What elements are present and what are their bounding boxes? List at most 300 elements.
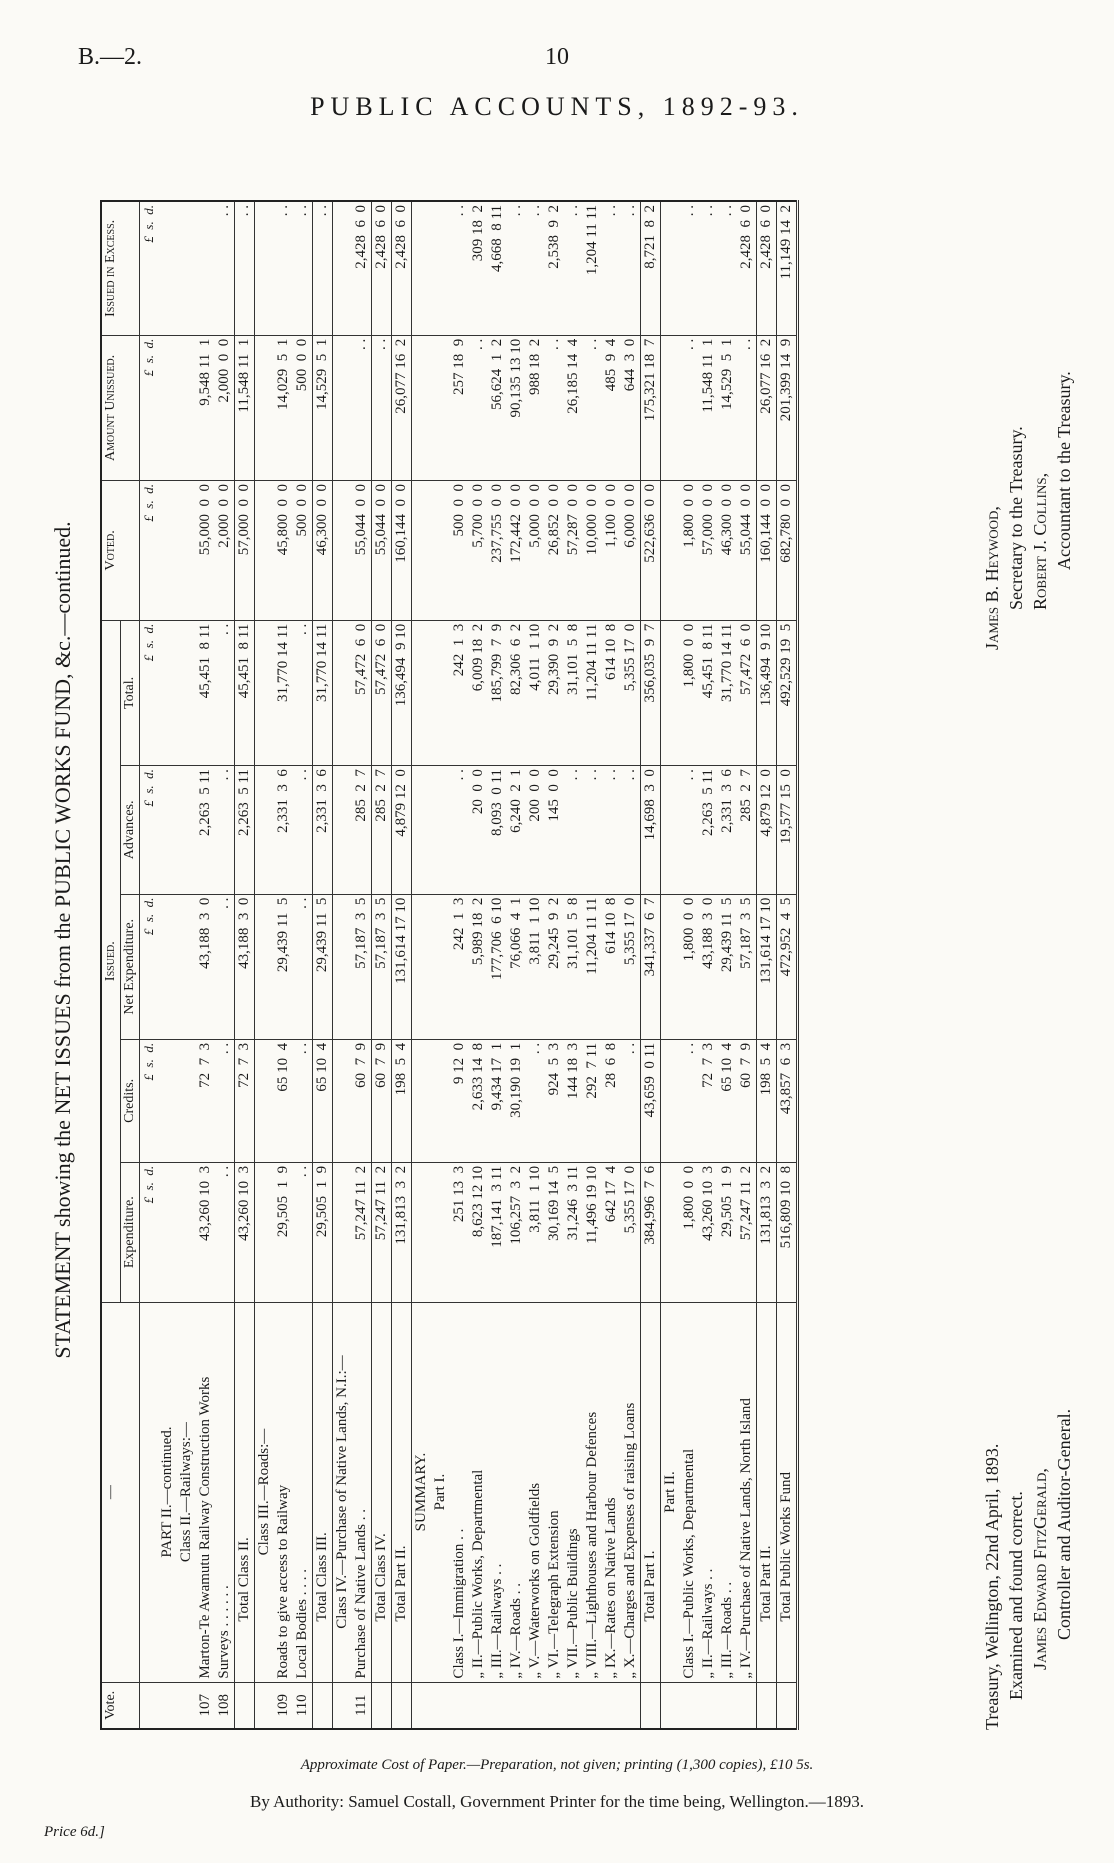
vote-number [757,1682,777,1729]
amount-cr: 60 7 9 [372,1039,392,1162]
amount-cr: 60 7 9 [352,1039,372,1162]
amount-un: 644 3 0 [621,335,641,480]
amount-voted: 57,287 0 0 [564,481,583,621]
amount-exp [255,1162,275,1302]
amount-voted: 46,300 0 0 [718,481,737,621]
amount-net: 5,355 17 0 [621,894,641,1039]
table-row [564,201,583,1729]
col-net-expenditure: Net Expenditure. [121,894,140,1039]
amount-adv: . . [215,766,235,895]
vote-number: 109 [274,1682,293,1729]
amount-voted: 55,044 0 0 [352,481,372,621]
col-voted: Voted. [101,481,140,621]
row-label: „ VIII.—Lighthouses and Harbour Defences [583,1302,602,1682]
amount-tot: 29,390 9 2 [545,620,564,765]
unit-label: £ s. d. [140,1162,159,1302]
amount-cr: 72 7 3 [699,1039,718,1162]
table-row [621,201,641,1729]
unit-label: £ s. d. [140,1039,159,1162]
amount-un [333,335,353,480]
row-label: Class IV.—Purchase of Native Lands, N.I.:— [333,1302,353,1682]
amount-cr: 144 18 3 [564,1039,583,1162]
table-row [488,201,507,1729]
amount-adv: . . [602,766,621,895]
amount-net [431,894,450,1039]
row-label: Total Part II. [757,1302,777,1682]
amount-un: . . [737,335,757,480]
signature-line: Examined and found correct. [1006,1491,1026,1700]
table-row [352,201,372,1729]
amount-adv: 2,331 3 6 [718,766,737,895]
amount-exp: 131,813 3 2 [757,1162,777,1302]
amount-ex: . . [215,201,235,335]
vote-number [158,1682,177,1729]
table-caption: STATEMENT showing the NET ISSUES from the PUBLIC WORKS FUND, &c.—continued. [50,521,75,1359]
amount-voted: 10,000 0 0 [583,481,602,621]
amount-tot: 492,529 19 5 [777,620,798,765]
amount-un: . . [680,335,699,480]
row-label: Class III.—Roads:— [255,1302,275,1682]
amount-tot: 4,011 1 10 [526,620,545,765]
amount-ex: . . [718,201,737,335]
amount-voted: 55,000 0 0 [196,481,215,621]
amount-un: . . [372,335,392,480]
vote-number [777,1682,798,1729]
amount-un: 11,548 11 1 [235,335,255,480]
unit-label: £ s. d. [140,894,159,1039]
col-vote: Vote. [101,1682,140,1729]
amount-tot: 136,494 9 10 [757,620,777,765]
amount-tot: 45,451 8 11 [699,620,718,765]
amount-voted: 237,755 0 0 [488,481,507,621]
amount-exp: 187,141 3 11 [488,1162,507,1302]
row-label: Class I.—Immigration . . [450,1302,469,1682]
amount-net: 3,811 1 10 [526,894,545,1039]
total-row [392,201,412,1729]
vote-number [545,1682,564,1729]
amount-tot: 6,009 18 2 [469,620,488,765]
amount-net [177,894,196,1039]
vote-number [235,1682,255,1729]
amount-ex: 4,668 8 11 [488,201,507,335]
amount-un: 988 18 2 [526,335,545,480]
amount-voted: 46,300 0 0 [313,481,333,621]
amount-cr: 198 5 4 [757,1039,777,1162]
amount-adv: 285 2 7 [372,766,392,895]
table-row [583,201,602,1729]
amount-cr: . . [680,1039,699,1162]
amount-ex [412,201,432,335]
signature-line: Accountant to the Treasury. [1054,371,1074,570]
amount-adv: 2,263 5 11 [699,766,718,895]
amount-un: 14,529 5 1 [313,335,333,480]
amount-cr: 60 7 9 [737,1039,757,1162]
col-description: — [101,1302,140,1682]
cost-note: Approximate Cost of Paper.—Preparation, not given; printing (1,300 copies), £10 5s. [300,1757,814,1773]
row-label: Total Part I. [641,1302,661,1682]
amount-ex [431,201,450,335]
amount-ex [333,201,353,335]
row-label: PART II.—continued. [158,1302,177,1682]
amount-exp: 1,800 0 0 [680,1162,699,1302]
row-label: Class I.—Public Works, Departmental [680,1302,699,1682]
amount-net: 57,187 3 5 [352,894,372,1039]
vote-number [450,1682,469,1729]
document-reference: B.—2. [78,44,143,70]
amount-cr: 198 5 4 [392,1039,412,1162]
vote-number [718,1682,737,1729]
vote-number [526,1682,545,1729]
amount-un: 14,529 5 1 [718,335,737,480]
amount-voted: 45,800 0 0 [274,481,293,621]
amount-ex: 8,721 8 2 [641,201,661,335]
amount-net: . . [215,894,235,1039]
vote-number [412,1682,432,1729]
amount-adv [333,766,353,895]
amount-exp: 5,355 17 0 [621,1162,641,1302]
row-label: Total Class IV. [372,1302,392,1682]
amount-voted: 5,700 0 0 [469,481,488,621]
amount-adv: 14,698 3 0 [641,766,661,895]
amount-cr: 292 7 11 [583,1039,602,1162]
amount-cr: 2,633 14 8 [469,1039,488,1162]
row-label: Marton-Te Awamutu Railway Construction Works [196,1302,215,1682]
amount-un: 56,624 1 2 [488,335,507,480]
amount-exp: 43,260 10 3 [235,1162,255,1302]
amount-net: 1,800 0 0 [680,894,699,1039]
amount-ex: 2,538 9 2 [545,201,564,335]
amount-un [431,335,450,480]
amount-voted [158,481,177,621]
vote-number [469,1682,488,1729]
amount-exp: 8,623 12 10 [469,1162,488,1302]
amount-tot [412,620,432,765]
amount-exp: 384,996 7 6 [641,1162,661,1302]
total-row [757,201,777,1729]
col-total: Total. [121,620,140,765]
audit-signature [980,1409,1076,1730]
amount-un: . . [352,335,372,480]
amount-exp [661,1162,681,1302]
amount-net: 29,439 11 5 [274,894,293,1039]
row-label: „ III.—Railways . . [488,1302,507,1682]
amount-net: 242 1 3 [450,894,469,1039]
amount-un: 26,077 16 2 [757,335,777,480]
amount-adv [431,766,450,895]
amount-net: 43,188 3 0 [699,894,718,1039]
amount-voted: 172,442 0 0 [507,481,526,621]
table-row [507,201,526,1729]
row-label: „ IV.—Roads . . [507,1302,526,1682]
amount-voted: 500 0 0 [450,481,469,621]
amount-exp: 57,247 11 2 [737,1162,757,1302]
amount-exp: 30,169 14 5 [545,1162,564,1302]
amount-cr: 9 12 0 [450,1039,469,1162]
table-row [196,201,215,1729]
vote-number [372,1682,392,1729]
amount-exp: 642 17 4 [602,1162,621,1302]
amount-un: 26,077 16 2 [392,335,412,480]
amount-adv: . . [450,766,469,895]
amount-ex: . . [293,201,313,335]
amount-cr: 28 6 8 [602,1039,621,1162]
total-row [313,201,333,1729]
amount-net: 11,204 11 11 [583,894,602,1039]
amount-tot: 356,035 9 7 [641,620,661,765]
amount-voted [412,481,432,621]
amount-ex: 2,428 6 0 [757,201,777,335]
amount-adv [255,766,275,895]
amount-ex: . . [274,201,293,335]
amount-adv: 4,879 12 0 [757,766,777,895]
vote-number [641,1682,661,1729]
amount-tot: 31,770 14 11 [313,620,333,765]
amount-cr: . . [293,1039,313,1162]
row-label: Surveys . . . . . . [215,1302,235,1682]
amount-un [661,335,681,480]
vote-number [177,1682,196,1729]
amount-ex: . . [564,201,583,335]
amount-exp [333,1162,353,1302]
amount-voted: 57,000 0 0 [699,481,718,621]
amount-net: 131,614 17 10 [392,894,412,1039]
amount-net [661,894,681,1039]
amount-tot [431,620,450,765]
amount-tot: 11,204 11 11 [583,620,602,765]
amount-cr: 924 5 3 [545,1039,564,1162]
amount-adv: . . [564,766,583,895]
amount-un: 2,000 0 0 [215,335,235,480]
amount-un: 485 9 4 [602,335,621,480]
amount-tot: 82,306 6 2 [507,620,526,765]
amount-exp: 43,260 10 3 [699,1162,718,1302]
amount-cr: . . [215,1039,235,1162]
amount-un: . . [583,335,602,480]
amount-cr: 43,857 6 3 [777,1039,798,1162]
amount-adv: 4,879 12 0 [392,766,412,895]
amount-adv: . . [293,766,313,895]
amount-exp: . . [215,1162,235,1302]
vote-number [392,1682,412,1729]
amount-ex: 2,428 6 0 [372,201,392,335]
amount-adv: 2,331 3 6 [313,766,333,895]
amount-un: 26,185 14 4 [564,335,583,480]
amount-net: 341,337 6 7 [641,894,661,1039]
printer-authority: By Authority: Samuel Costall, Government Printer for the time being, Wellington.—1893. [249,1792,865,1811]
vote-number [602,1682,621,1729]
table-row [680,201,699,1729]
amount-cr [177,1039,196,1162]
col-expenditure: Expenditure. [121,1162,140,1302]
amount-exp: 57,247 11 2 [372,1162,392,1302]
amount-un [177,335,196,480]
amount-adv: 2,263 5 11 [235,766,255,895]
amount-exp: 3,811 1 10 [526,1162,545,1302]
amount-tot: 5,355 17 0 [621,620,641,765]
amount-adv: 285 2 7 [352,766,372,895]
amount-cr [661,1039,681,1162]
amount-cr: 9,434 17 1 [488,1039,507,1162]
amount-tot: 136,494 9 10 [392,620,412,765]
amount-adv: . . [621,766,641,895]
amount-net: 43,188 3 0 [235,894,255,1039]
table-row [718,201,737,1729]
section-heading-row [333,201,353,1729]
vote-number: 111 [352,1682,372,1729]
amount-adv: 200 0 0 [526,766,545,895]
amount-un [158,335,177,480]
amount-cr: 43,659 0 11 [641,1039,661,1162]
vote-number: 108 [215,1682,235,1729]
amount-ex: 11,149 14 2 [777,201,798,335]
unit-label: £ s. d. [140,620,159,765]
amount-un: 175,321 18 7 [641,335,661,480]
amount-voted: 522,636 0 0 [641,481,661,621]
amount-tot: 31,770 14 11 [274,620,293,765]
section-heading-row [255,201,275,1729]
amount-exp: 29,505 1 9 [718,1162,737,1302]
amount-tot: 31,101 5 8 [564,620,583,765]
row-label: Part I. [431,1302,450,1682]
amount-exp: 29,505 1 9 [274,1162,293,1302]
amount-net [158,894,177,1039]
col-advances: Advances. [121,766,140,895]
amount-tot [333,620,353,765]
vote-number [564,1682,583,1729]
amount-net: 43,188 3 0 [196,894,215,1039]
vote-number [661,1682,681,1729]
amount-adv: 145 0 0 [545,766,564,895]
signature-line: Robert J. Collins, [1030,472,1050,610]
amount-adv: 2,331 3 6 [274,766,293,895]
amount-ex: 2,428 6 0 [392,201,412,335]
total-row [372,201,392,1729]
amount-net: 177,706 6 10 [488,894,507,1039]
amount-voted: 26,852 0 0 [545,481,564,621]
amount-voted: 5,000 0 0 [526,481,545,621]
amount-un: 9,548 11 1 [196,335,215,480]
row-label: „ VI.—Telegraph Extension [545,1302,564,1682]
row-label: „ X.—Charges and Expenses of raising Loans [621,1302,641,1682]
amount-exp: . . [293,1162,313,1302]
amount-tot: . . [215,620,235,765]
row-label: „ V.—Waterworks on Goldfields [526,1302,545,1682]
row-label: SUMMARY. [412,1302,432,1682]
amount-net: . . [293,894,313,1039]
table-row [699,201,718,1729]
table-row [274,201,293,1729]
col-excess: Issued in Excess. [101,201,140,335]
amount-voted: 57,000 0 0 [235,481,255,621]
amount-un: 201,399 14 9 [777,335,798,480]
amount-net [333,894,353,1039]
row-label: „ IX.—Rates on Native Lands [602,1302,621,1682]
amount-net: 29,439 11 5 [313,894,333,1039]
amount-un: 500 0 0 [293,335,313,480]
col-credits: Credits. [121,1039,140,1162]
amount-voted: 500 0 0 [293,481,313,621]
signature-line: James Edward FitzGerald, [1030,1468,1050,1670]
amount-net [412,894,432,1039]
amount-adv: . . [583,766,602,895]
amount-tot: 1,800 0 0 [680,620,699,765]
table-row [602,201,621,1729]
amount-voted: 6,000 0 0 [621,481,641,621]
amount-tot [158,620,177,765]
amount-cr [255,1039,275,1162]
amount-adv [177,766,196,895]
amount-exp: 106,257 3 2 [507,1162,526,1302]
vote-number [583,1682,602,1729]
section-heading-row [431,201,450,1729]
section-heading-row [412,201,432,1729]
vote-number [737,1682,757,1729]
amount-ex [661,201,681,335]
vote-number [699,1682,718,1729]
amount-tot: 45,451 8 11 [235,620,255,765]
amount-ex [177,201,196,335]
amount-voted: 160,144 0 0 [757,481,777,621]
amount-ex: . . [235,201,255,335]
amount-adv: 20 0 0 [469,766,488,895]
amount-cr: . . [526,1039,545,1162]
amount-cr [431,1039,450,1162]
amount-exp [431,1162,450,1302]
row-label: Total Public Works Fund [777,1302,798,1682]
amount-adv: . . [680,766,699,895]
amount-exp: 131,813 3 2 [392,1162,412,1302]
amount-ex: . . [602,201,621,335]
amount-ex: 309 18 2 [469,201,488,335]
table-row [215,201,235,1729]
amount-exp: 43,260 10 3 [196,1162,215,1302]
amount-voted: 1,100 0 0 [602,481,621,621]
amount-exp: 251 13 3 [450,1162,469,1302]
amount-voted [177,481,196,621]
row-label: „ VII.—Public Buildings [564,1302,583,1682]
table-row [545,201,564,1729]
amount-voted: 55,044 0 0 [737,481,757,621]
signature-line: Controller and Auditor-General. [1054,1408,1074,1640]
amount-un: . . [545,335,564,480]
amount-exp: 11,496 19 10 [583,1162,602,1302]
amount-adv: 19,577 15 0 [777,766,798,895]
amount-cr [333,1039,353,1162]
amount-voted [661,481,681,621]
amount-adv: 6,240 2 1 [507,766,526,895]
amount-net: 29,245 9 2 [545,894,564,1039]
amount-un [255,335,275,480]
amount-ex: . . [621,201,641,335]
row-label: Total Part II. [392,1302,412,1682]
amount-tot [661,620,681,765]
signature-line: James B. Heywood, [982,506,1002,650]
amount-ex: 2,428 6 0 [737,201,757,335]
amount-tot: . . [293,620,313,765]
row-label: Local Bodies . . . . [293,1302,313,1682]
vote-number [431,1682,450,1729]
amount-voted [255,481,275,621]
amount-voted [431,481,450,621]
row-label: Total Class II. [235,1302,255,1682]
amount-exp [158,1162,177,1302]
vote-number [507,1682,526,1729]
total-row [235,201,255,1729]
amount-ex: . . [313,201,333,335]
vote-number [488,1682,507,1729]
amount-un: 257 18 9 [450,335,469,480]
amount-tot: 185,799 7 9 [488,620,507,765]
